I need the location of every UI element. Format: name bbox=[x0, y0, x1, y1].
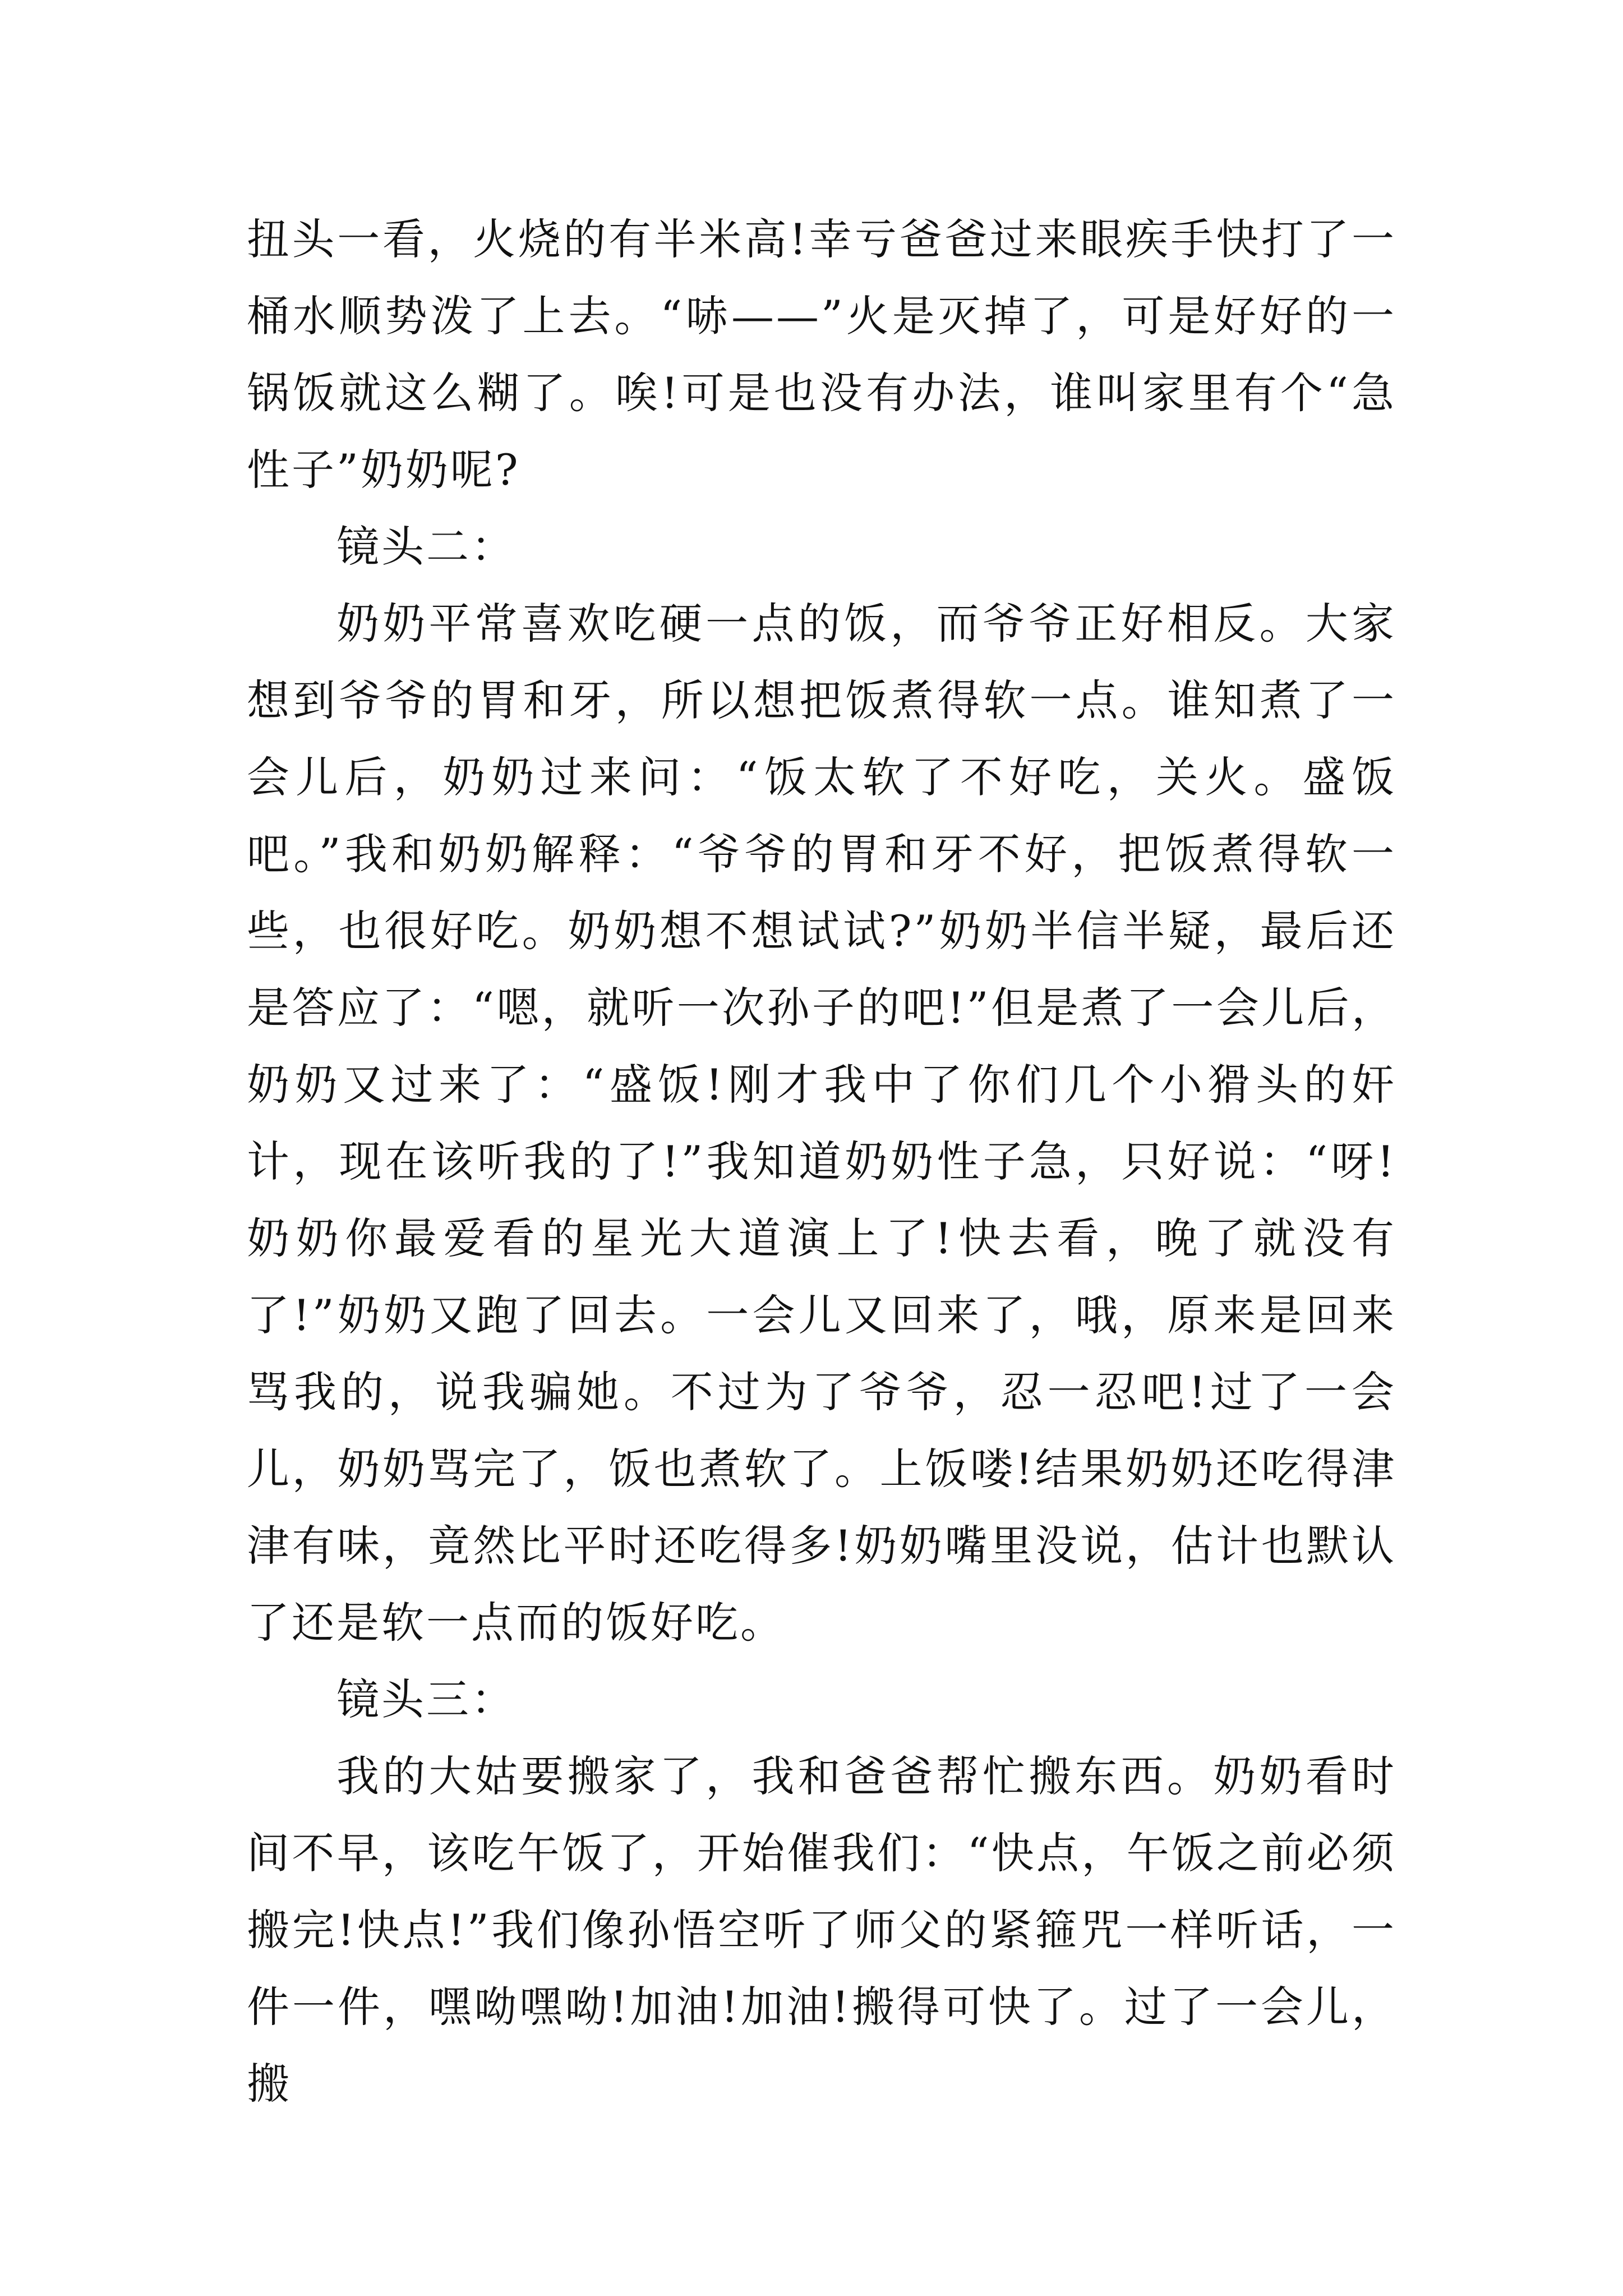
section-heading-scene-three: 镜头三： bbox=[336, 1674, 516, 1724]
section-heading-scene-two: 镜头二： bbox=[336, 522, 516, 572]
paragraph-scene-three: 我的大姑要搬家了，我和爸爸帮忙搬东西。奶奶看时间不早，该吃午饭了，开始催我们：“快点，午饭之前必须搬完!快点!”我们像孙悟空听了师父的紧箍咒一样听话，一件一件，嘿呦嘿呦!加油!加油!搬得可快了。过了一会儿，搬 bbox=[247, 1751, 1396, 2109]
paragraph-scene-two: 奶奶平常喜欢吃硬一点的饭，而爷爷正好相反。大家想到爷爷的胃和牙，所以想把饭煮得软一点。谁知煮了一会儿后，奶奶过来问：“饭太软了不好吃，关火。盛饭吧。”我和奶奶解释：“爷爷的胃和牙不好，把饭煮得软一些，也很好吃。奶奶想不想试试?”奶奶半信半疑，最后还是答应了：“嗯，就听一次孙子的吧!”但是煮了一会儿后，奶奶又过来了：“盛饭!刚才我中了你们几个小猾头的奸计，现在该听我的了!”我知道奶奶性子急，只好说：“呀!奶奶你最爱看的星光大道演上了!快去看，晚了就没有了!”奶奶又跑了回去。一会儿又回来了，哦，原来是回来骂我的，说我骗她。不过为了爷爷，忍一忍吧!过了一会儿，奶奶骂完了，饭也煮软了。上饭喽!结果奶奶还吃得津津有味，竟然比平时还吃得多!奶奶嘴里没说，估计也默认了还是软一点而的饭好吃。 bbox=[247, 599, 1396, 1648]
document-body bbox=[247, 201, 1396, 2122]
paragraph-continuation: 扭头一看，火烧的有半米高!幸亏爸爸过来眼疾手快打了一桶水顺势泼了上去。“哧——”火是灭掉了，可是好好的一锅饭就这么糊了。唉!可是也没有办法，谁叫家里有个“急性子”奶奶呢? bbox=[247, 214, 1396, 495]
